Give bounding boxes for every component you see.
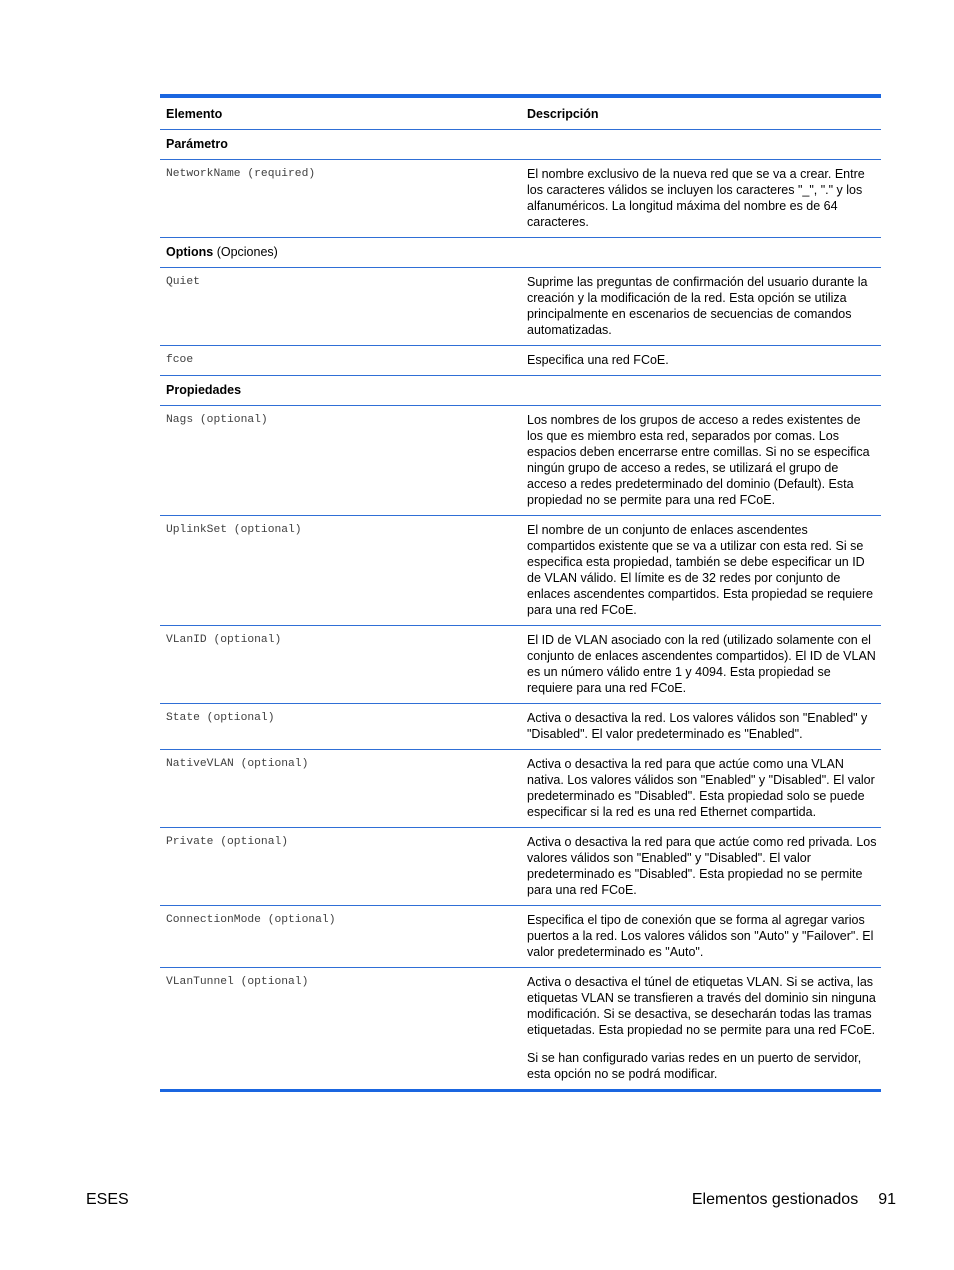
section-title: Parámetro <box>160 130 881 160</box>
element-cell: State (optional) <box>160 704 521 750</box>
table-row <box>160 516 881 626</box>
description-cell: Activa o desactiva la red para que actúe como una VLAN nativa. Los valores válidos son "Enabled" y "Disabled". El valor predeterminado es "Disabled". Esta propiedad solo se puede especificar si la red es una red Ethernet compartida. <box>521 750 881 828</box>
element-cell: Quiet <box>160 268 521 346</box>
element-cell: VLanID (optional) <box>160 626 521 704</box>
description-paragraph: Activa o desactiva el túnel de etiquetas VLAN. Si se activa, las etiquetas VLAN se transfieren a través del dominio sin ninguna modificación. Si se desactiva, se desecharán todas las tramas etiquetadas. Esta propiedad no se permite para una red FCoE. <box>527 975 876 1037</box>
table-row <box>160 704 881 750</box>
footer-page-info <box>692 1191 896 1209</box>
element-cell: Private (optional) <box>160 828 521 906</box>
table-row <box>160 968 881 1091</box>
table-row <box>160 160 881 238</box>
element-cell: VLanTunnel (optional) <box>166 976 309 988</box>
table-row <box>160 906 881 968</box>
footer-section-title: Elementos gestionados <box>691 1191 859 1208</box>
table-row <box>160 750 881 828</box>
table-row <box>160 346 881 376</box>
section-row-options <box>160 238 881 268</box>
description-cell: Suprime las preguntas de confirmación del usuario durante la creación y la modificación de la red. Esta opción se utiliza principalmente en escenarios de secuencias de comandos automatizadas. <box>521 268 881 346</box>
description-cell: Activa o desactiva la red. Los valores válidos son "Enabled" y "Disabled". El valor predeterminado es "Enabled". <box>521 704 881 750</box>
table-row <box>160 406 881 516</box>
section-row-parametro <box>160 130 881 160</box>
description-cell: Especifica una red FCoE. <box>521 346 881 376</box>
element-cell: ConnectionMode (optional) <box>160 906 521 968</box>
header-description: Descripción <box>521 96 881 130</box>
description-cell: El nombre de un conjunto de enlaces ascendentes compartidos existente que se va a utilizar con esta red. Si se especifica esta propiedad, también se debe especificar un ID de VLAN válido. El límite es de 32 redes por conjunto de enlaces ascendentes compartidos. Esta propiedad se requiere para una red FCoE. <box>521 516 881 626</box>
description-cell: Los nombres de los grupos de acceso a redes existentes de los que es miembro esta red, separados por comas. Los espacios deben encerrarse entre comillas. Si no se especifica ningún grupo de acceso a redes, se utilizará el grupo de acceso a redes predeterminado del dominio (Default). Esta propiedad no se permite para una red FCoE. <box>521 406 881 516</box>
table-row <box>160 626 881 704</box>
table-row <box>160 268 881 346</box>
footer-locale: ESES <box>86 1191 129 1208</box>
section-title: Propiedades <box>160 376 881 406</box>
description-cell: El ID de VLAN asociado con la red (utilizado solamente con el conjunto de enlaces ascendentes compartidos). El ID de VLAN es un número válido entre 1 y 4094. Esta propiedad se requiere para una red FCoE. <box>521 626 881 704</box>
element-cell: UplinkSet (optional) <box>160 516 521 626</box>
properties-table <box>160 94 881 1092</box>
section-row-propiedades <box>160 376 881 406</box>
description-cell: El nombre exclusivo de la nueva red que se va a crear. Entre los caracteres válidos se incluyen los caracteres "_", "." y los alfanuméricos. La longitud máxima del nombre es de 64 caracteres. <box>521 160 881 238</box>
element-cell: NativeVLAN (optional) <box>160 750 521 828</box>
description-paragraph: Si se han configurado varias redes en un puerto de servidor, esta opción no se podrá modificar. <box>527 1051 862 1081</box>
table-header-row <box>160 96 881 130</box>
element-cell: fcoe <box>160 346 521 376</box>
page-number: 91 <box>878 1191 896 1208</box>
table-row <box>160 828 881 906</box>
element-cell: NetworkName (required) <box>160 160 521 238</box>
description-cell <box>521 968 881 1091</box>
section-title: Options (Opciones) <box>160 238 881 268</box>
description-cell: Activa o desactiva la red para que actúe como red privada. Los valores válidos son "Enabled" y "Disabled". El valor predeterminado es "Disabled". Esta propiedad no se permite para una red FCoE. <box>521 828 881 906</box>
description-cell: Especifica el tipo de conexión que se forma al agregar varios puertos a la red. Los valores válidos son "Auto" y "Failover". El valor predeterminado es "Auto". <box>521 906 881 968</box>
element-cell: Nags (optional) <box>160 406 521 516</box>
header-element: Elemento <box>160 96 521 130</box>
